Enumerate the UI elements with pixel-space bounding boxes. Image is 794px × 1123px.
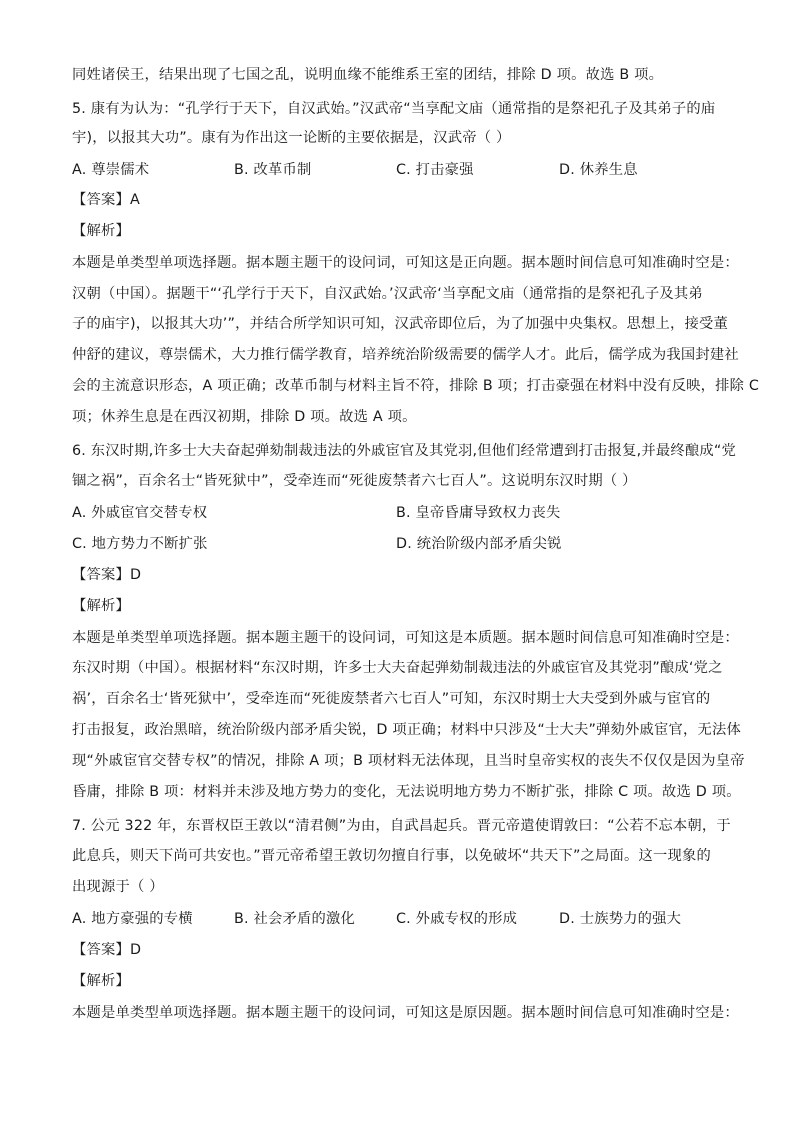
q7-option-c: C. 外戚专权的形成	[396, 911, 518, 927]
q5-analysis-line: 仲舒的建议，尊崇儒术，大力推行儒学教育，培养统治阶级需要的儒学人才。此后，儒学成为我国封建社	[72, 347, 739, 363]
question-7-stem-cont: 出现源于（ ）	[72, 879, 164, 895]
q6-analysis-line: 本题是单类型单项选择题。据本题主题干的设问词，可知这是本质题。据本题时间信息可知准确时空是：	[72, 630, 739, 646]
q5-answer: 【答案】A	[72, 192, 140, 208]
q5-analysis-line: 项；休养生息是在西汉初期，排除 D 项。故选 A 项。	[72, 409, 417, 425]
q5-option-a: A. 尊崇儒术	[72, 162, 150, 178]
q6-analysis-line: 祸’，百余名士‘皆死狱中’，受牵连而“死徙废禁者六七百人”可知，东汉时期士大夫受到外戚与宦官的	[72, 691, 711, 707]
q6-analysis-line: 打击报复，政治黑暗，统治阶级内部矛盾尖锐，D 项正确；材料中只涉及“士大夫”弹劾外戚宦官，无法体	[72, 722, 742, 738]
q5-analysis-heading: 【解析】	[72, 223, 130, 239]
q5-analysis-line: 汉朝（中国）。据题干“‘孔学行于天下，自汉武始。’汉武帝‘当享配文庙（通常指的是祭祀孔子及其弟	[72, 286, 703, 302]
q6-answer: 【答案】D	[72, 567, 142, 583]
question-5-stem: 5. 康有为认为：“孔学行于天下，自汉武始。”汉武帝“当享配文庙（通常指的是祭祀孔子及其弟子的庙	[72, 101, 716, 117]
q6-option-a: A. 外戚宦官交替专权	[72, 505, 208, 521]
question-7-stem-cont: 此息兵，则天下尚可共安也。”晋元帝希望王敦切勿擅自行事，以免破坏“共天下”之局面。这一现象的	[72, 848, 712, 864]
q7-option-d: D. 士族势力的强大	[559, 911, 682, 927]
question-6-stem-cont: 锢之祸”，百余名士“皆死狱中”，受牵连而“死徙废禁者六七百人”。这说明东汉时期（ ）	[72, 473, 637, 489]
q5-analysis-line: 本题是单类型单项选择题。据本题主题干的设问词，可知这是正向题。据本题时间信息可知准确时空是：	[72, 255, 739, 271]
q5-analysis-line: 子的庙宇)，以报其大功’”，并结合所学知识可知，汉武帝即位后，为了加强中央集权。思想上，接受董	[72, 316, 728, 332]
q7-analysis-line: 本题是单类型单项选择题。据本题主题干的设问词，可知这是原因题。据本题时间信息可知准确时空是：	[72, 1005, 739, 1021]
q7-answer: 【答案】D	[72, 942, 142, 958]
question-7-stem: 7. 公元 322 年，东晋权臣王敦以“清君侧”为由，自武昌起兵。晋元帝遣使谓敦曰：“公若不忘本朝，于	[72, 818, 731, 834]
q6-option-c: C. 地方势力不断扩张	[72, 536, 208, 552]
q7-option-b: B. 社会矛盾的激化	[234, 911, 355, 927]
q6-analysis-heading: 【解析】	[72, 598, 130, 614]
q5-option-c: C. 打击豪强	[396, 162, 474, 178]
q6-option-d: D. 统治阶级内部矛盾尖锐	[396, 536, 562, 552]
question-5-stem-cont: 宇)，以报其大功”。康有为作出这一论断的主要依据是，汉武帝（ ）	[72, 130, 511, 146]
q7-option-a: A. 地方豪强的专横	[72, 911, 193, 927]
q5-option-d: D. 休养生息	[559, 162, 638, 178]
q6-analysis-line: 东汉时期（中国）。根据材料“东汉时期，许多士大夫奋起弹劾制裁违法的外戚宦官及其党羽”酿成‘党之	[72, 660, 723, 676]
q6-option-b: B. 皇帝昏庸导致权力丧失	[396, 505, 561, 521]
q7-analysis-heading: 【解析】	[72, 973, 130, 989]
q5-analysis-line: 会的主流意识形态，A 项正确；改革币制与材料主旨不符，排除 B 项；打击豪强在材料中没有反映，排除 C	[72, 378, 760, 394]
q5-option-b: B. 改革币制	[234, 162, 312, 178]
question-6-stem: 6. 东汉时期,许多士大夫奋起弹劾制裁违法的外戚宦官及其党羽,但他们经常遭到打击报复,并最终酿成“党	[72, 443, 736, 459]
q6-analysis-line: 昏庸，排除 B 项：材料并未涉及地方势力的变化，无法说明地方势力不断扩张，排除 C 项。故选 D 项。	[72, 784, 741, 800]
q6-analysis-line: 现“外戚宦官交替专权”的情况，排除 A 项；B 项材料无法体现，且当时皇帝实权的丧失不仅仅是因为皇帝	[72, 753, 745, 769]
text-line: 同姓诸侯王，结果出现了七国之乱，说明血缘不能维系王室的团结，排除 D 项。故选 B 项。	[72, 67, 664, 83]
